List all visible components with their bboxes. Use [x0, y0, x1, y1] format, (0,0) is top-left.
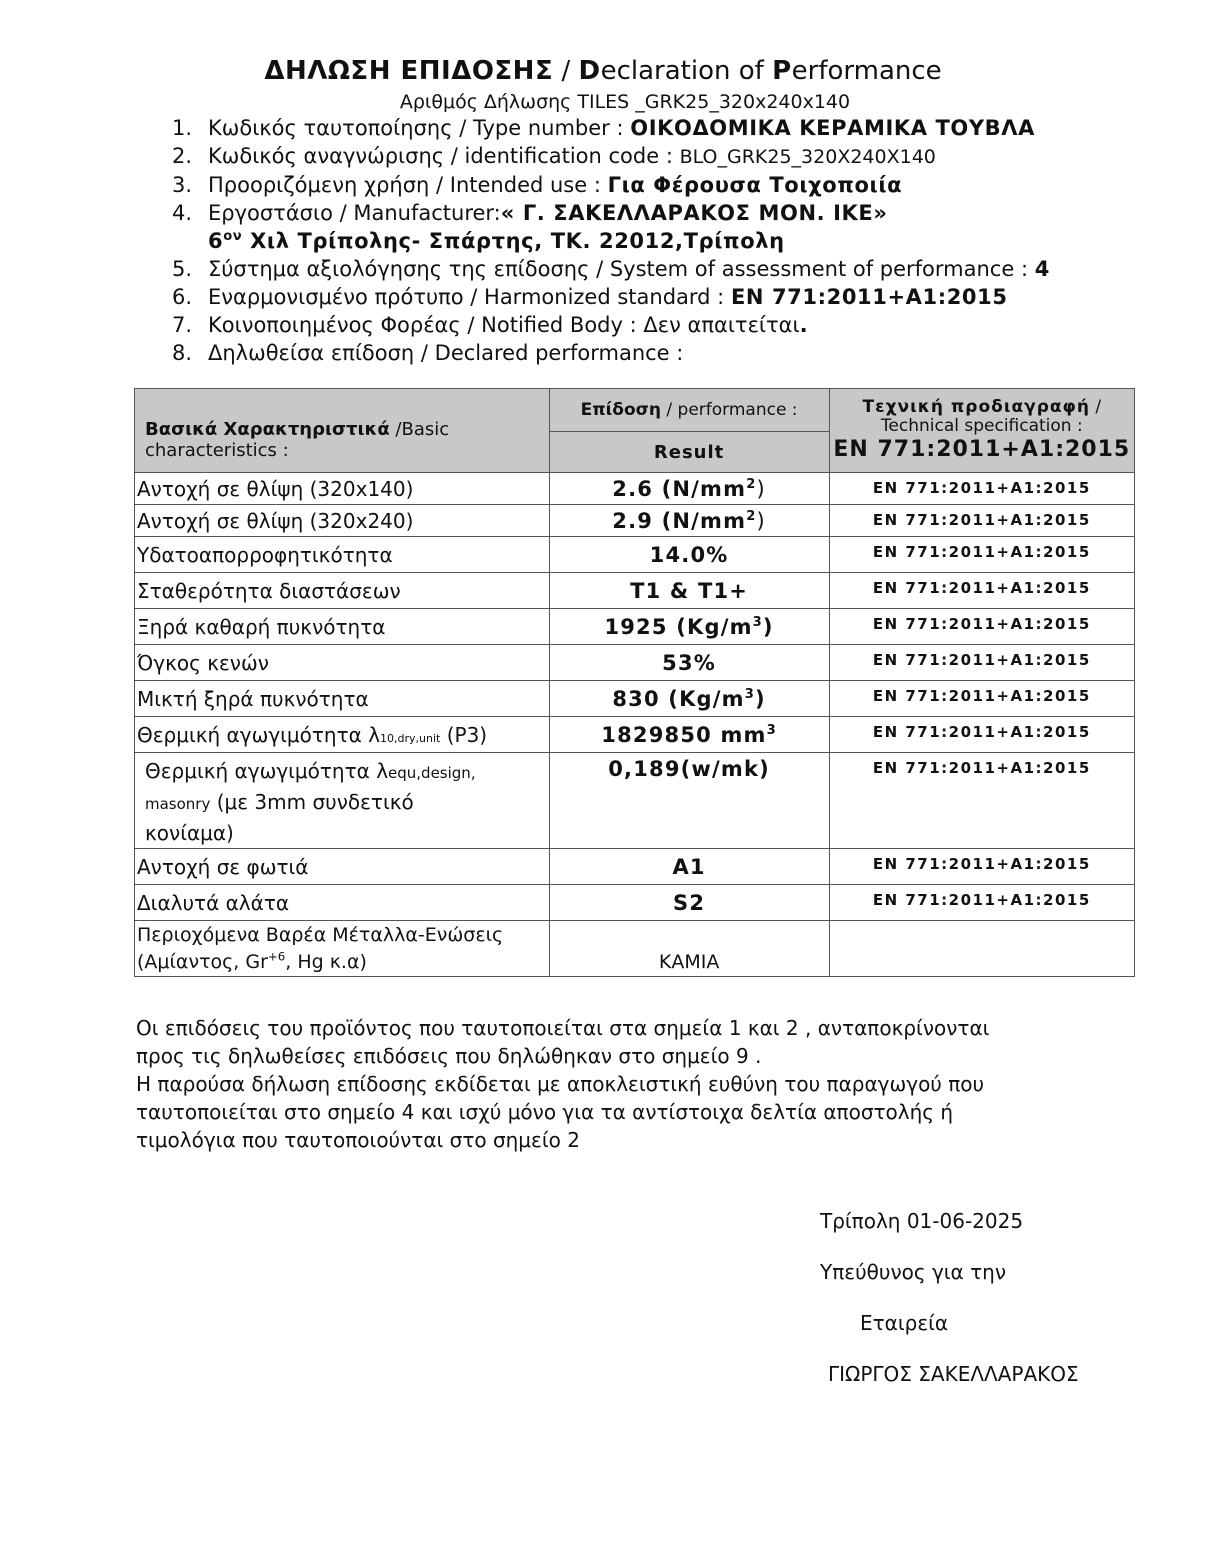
specification-standard: EN 771:2011+A1:2015	[829, 473, 1134, 505]
specification-standard: EN 771:2011+A1:2015	[829, 849, 1134, 885]
title-greek: ΔΗΛΩΣΗ ΕΠΙΔΟΣΗΣ	[264, 56, 554, 86]
item-label: Δηλωθείσα επίδοση / Declared performance :	[208, 341, 684, 365]
performance-value: S2	[549, 885, 829, 921]
characteristic-name: Αντοχή σε θλίψη (320x140)	[135, 473, 550, 505]
characteristic-name: Μικτή ξηρά πυκνότητα	[135, 681, 550, 717]
item-value: 4	[1034, 257, 1050, 281]
performance-value: 2.9 $(N/mm^2)$	[549, 505, 829, 537]
item-declared-performance: 8. Δηλωθείσα επίδοση / Declared performance :	[172, 341, 684, 365]
table-row	[135, 645, 1135, 681]
specification-standard: EN 771:2011+A1:2015	[829, 537, 1134, 573]
item-label: Εναρμονισμένο πρότυπο / Harmonized standard :	[208, 285, 725, 309]
title-separator: /	[561, 56, 571, 86]
table-row	[135, 849, 1135, 885]
item-label: Κοινοποιημένος Φορέας / Notified Body : Δεν απαιτείται	[208, 313, 800, 337]
table-row	[135, 609, 1135, 645]
declaration-number: Αριθμός Δήλωσης TILES _GRK25_320x240x140	[399, 91, 851, 113]
header-result: Result	[549, 432, 829, 473]
table-row	[135, 885, 1135, 921]
specification-standard: EN 771:2011+A1:2015	[829, 609, 1134, 645]
item-value: ΟΙΚΟΔΟΜΙΚΑ ΚΕΡΑΜΙΚΑ ΤΟΥΒΛΑ	[630, 116, 1035, 140]
item-harmonized-standard: 6. Εναρμονισμένο πρότυπο / Harmonized standard : EN 771:2011+A1:2015	[172, 285, 1008, 309]
manufacturer-address: $6^{o\nu}$ Χιλ Τρίπολης- Σπάρτης, ΤΚ. 22012,Τρίπολη	[208, 229, 785, 253]
characteristic-name: Θερμική αγωγιμότητα λequ,design, masonry (με 3mm συνδετικό κονίαμα)	[135, 753, 550, 849]
item-value: « Γ. ΣΑΚΕΛΛΑΡΑΚΟΣ ΜΟΝ. ΙΚΕ»	[500, 201, 888, 225]
header-technical-specification: Τεχνική προδιαγραφή / Technical specification : EN 771:2011+A1:2015	[829, 389, 1134, 473]
performance-value: ΚΑΜΙΑ	[549, 921, 829, 977]
table-row	[135, 717, 1135, 753]
characteristic-name: Περιοχόμενα Βαρέα Μέταλλα-Ενώσεις (Αμίαντος, $Gr^{+6}$, Hg κ.α)	[135, 921, 550, 977]
item-value: Για Φέρουσα Τοιχοποιία	[607, 173, 903, 197]
performance-value: 1925 $(Kg/m^3)$	[549, 609, 829, 645]
item-identification-code: 2. Κωδικός αναγνώρισης / identification code : BLO_GRK25_320X240X140	[172, 144, 936, 168]
declaration-items	[172, 114, 1050, 367]
performance-value: A1	[549, 849, 829, 885]
signature-place-date: Τρίπολη 01-06-2025	[820, 1209, 1024, 1233]
item-notified-body: 7. Κοινοποιημένος Φορέας / Notified Body : Δεν απαιτείται.	[172, 313, 809, 337]
characteristic-name: Αντοχή σε φωτιά	[135, 849, 550, 885]
note-line: Η παρούσα δήλωση επίδοσης εκδίδεται με αποκλειστική ευθύνη του παραγωγού που	[136, 1072, 985, 1096]
performance-table	[134, 388, 1135, 977]
characteristic-name: Αντοχή σε θλίψη (320x240)	[135, 505, 550, 537]
specification-standard: EN 771:2011+A1:2015	[829, 573, 1134, 609]
table-row	[135, 753, 1135, 849]
performance-value: 14.0%	[549, 537, 829, 573]
specification-standard: EN 771:2011+A1:2015	[829, 885, 1134, 921]
header-basic-characteristics: Βασικά Χαρακτηριστικά /Basic characteristics :	[135, 389, 550, 473]
table-row	[135, 681, 1135, 717]
table-row	[135, 921, 1135, 977]
item-label: Προοριζόμενη χρήση / Intended use :	[208, 173, 601, 197]
performance-value: 830 $(Kg/m^3)$	[549, 681, 829, 717]
note-line: ταυτοποιείται στο σημείο 4 και ισχύ μόνο για τα αντίστοιχα δελτία αποστολής ή	[136, 1100, 954, 1124]
signature-responsible: Υπεύθυνος για την	[820, 1260, 1006, 1284]
performance-value: 1829850 $mm^3$	[549, 717, 829, 753]
item-value: EN 771:2011+A1:2015	[730, 285, 1008, 309]
performance-value: 2.6 $(N/mm^2)$	[549, 473, 829, 505]
item-label: Κωδικός αναγνώρισης / identification code :	[208, 144, 673, 168]
characteristic-name: Θερμική αγωγιμότητα λ10,dry,unit (P3)	[135, 717, 550, 753]
specification-standard: EN 771:2011+A1:2015	[829, 717, 1134, 753]
item-type-number: 1. Κωδικός ταυτοποίησης / Type number : ΟΙΚΟΔΟΜΙΚΑ ΚΕΡΑΜΙΚΑ ΤΟΥΒΛΑ	[172, 116, 1035, 140]
item-label: Κωδικός ταυτοποίησης / Type number :	[208, 116, 624, 140]
title-d: D	[578, 56, 601, 86]
characteristic-name: Όγκος κενών	[135, 645, 550, 681]
document-title	[0, 56, 1206, 86]
item-intended-use: 3. Προοριζόμενη χρήση / Intended use : Για Φέρουσα Τοιχοποιία	[172, 173, 903, 197]
specification-standard: EN 771:2011+A1:2015	[829, 681, 1134, 717]
note-line: προς τις δηλωθείσες επιδόσεις που δηλώθηκαν στο σημείο 9 .	[136, 1044, 762, 1068]
characteristic-name: Διαλυτά αλάτα	[135, 885, 550, 921]
title-erformance: erformance	[791, 56, 942, 86]
characteristic-name: Υδατοαπορροφητικότητα	[135, 537, 550, 573]
specification-standard: EN 771:2011+A1:2015	[829, 645, 1134, 681]
item-label: Εργοστάσιο / Manufacturer:	[208, 201, 501, 225]
specification-standard: EN 771:2011+A1:2015	[829, 753, 1134, 849]
declaration-notes	[136, 1014, 1096, 1154]
table-row	[135, 537, 1135, 573]
title-p: P	[772, 56, 792, 86]
note-line: Οι επιδόσεις του προϊόντος που ταυτοποιείται στα σημεία 1 και 2 , ανταποκρίνονται	[136, 1016, 990, 1040]
table-row	[135, 473, 1135, 505]
item-label: Σύστημα αξιολόγησης της επίδοσης / System of assessment of performance :	[208, 257, 1029, 281]
characteristic-name: Ξηρά καθαρή πυκνότητα	[135, 609, 550, 645]
item-manufacturer: 4. Εργοστάσιο / Manufacturer:« Γ. ΣΑΚΕΛΛΑΡΑΚΟΣ ΜΟΝ. ΙΚΕ»	[172, 201, 888, 225]
title-eclaration: eclaration of	[600, 56, 773, 86]
signature-name: ΓΙΩΡΓΟΣ ΣΑΚΕΛΛΑΡΑΚΟΣ	[828, 1362, 1079, 1386]
item-value: BLO_GRK25_320X240X140	[679, 146, 936, 168]
performance-value: T1 & T1+	[549, 573, 829, 609]
specification-standard: EN 771:2011+A1:2015	[829, 505, 1134, 537]
performance-value: 0,189(w/mk)	[549, 753, 829, 849]
specification-standard	[829, 921, 1134, 977]
table-row	[135, 505, 1135, 537]
header-performance: Επίδοση / performance :	[549, 389, 829, 432]
table-row	[135, 573, 1135, 609]
characteristic-name: Σταθερότητα διαστάσεων	[135, 573, 550, 609]
performance-value: 53%	[549, 645, 829, 681]
item-assessment-system: 5. Σύστημα αξιολόγησης της επίδοσης / System of assessment of performance : 4	[172, 257, 1050, 281]
signature-company: Εταιρεία	[860, 1311, 949, 1335]
note-line: τιμολόγια που ταυτοποιούνται στο σημείο 2	[136, 1128, 580, 1152]
item-value: .	[799, 313, 809, 337]
